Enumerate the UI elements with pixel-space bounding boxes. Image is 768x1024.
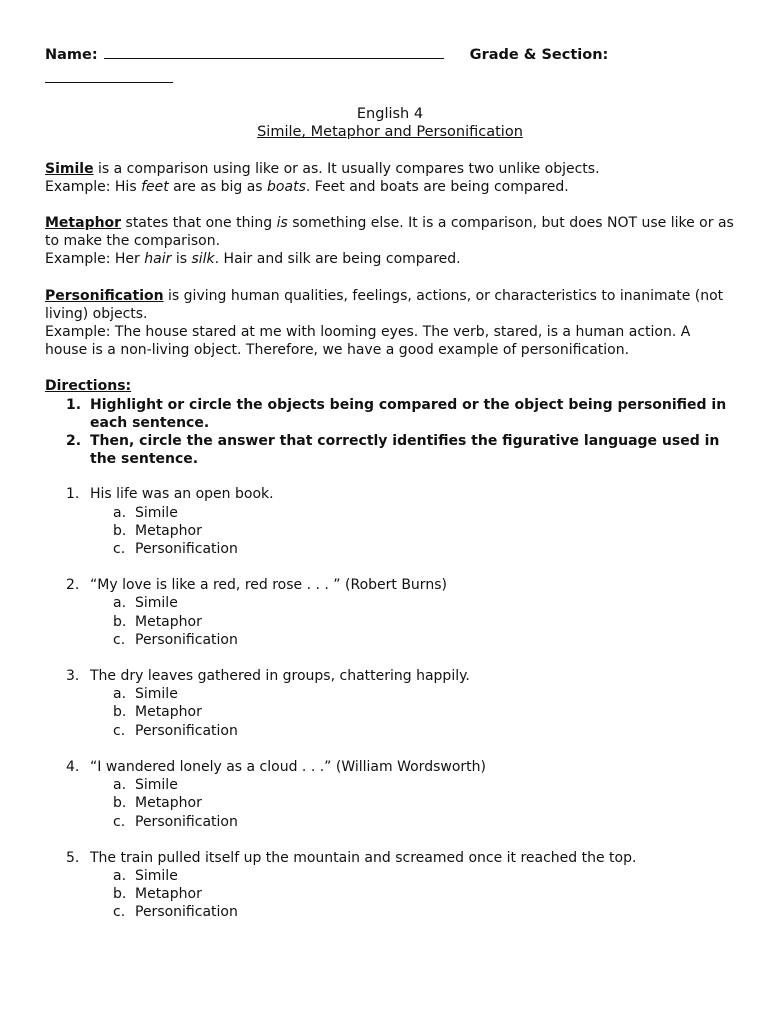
name-label: Name:: [45, 47, 98, 63]
option-b[interactable]: [45, 794, 735, 812]
simile-example-prefix: Example: His: [45, 178, 142, 195]
option-letter: a.: [113, 595, 127, 612]
option-text: Personification: [135, 541, 238, 558]
direction-text: Then, circle the answer that correctly identifies the figurative language used in the sentence.: [90, 433, 720, 468]
worksheet-page: [45, 44, 735, 940]
option-a[interactable]: [45, 504, 735, 522]
option-letter: c.: [113, 541, 126, 558]
question-1: [45, 485, 735, 558]
question-number: 3.: [66, 668, 80, 685]
option-letter: a.: [113, 777, 127, 794]
option-b[interactable]: [45, 522, 735, 540]
question-number: 4.: [66, 758, 80, 775]
option-text: Simile: [135, 504, 178, 521]
option-text: Metaphor: [135, 704, 202, 721]
metaphor-definition: [45, 214, 735, 269]
option-letter: c.: [113, 904, 126, 921]
option-b[interactable]: [45, 613, 735, 631]
direction-item: [45, 432, 735, 468]
question-text: “My love is like a red, red rose . . . ” (Robert Burns): [90, 577, 447, 594]
direction-item: [45, 396, 735, 432]
grade-section-blank-line[interactable]: [45, 66, 173, 83]
option-letter: b.: [113, 704, 127, 721]
option-a[interactable]: [45, 594, 735, 612]
direction-number: 1.: [66, 396, 82, 413]
option-c[interactable]: [45, 722, 735, 740]
metaphor-example-mid: is: [171, 251, 192, 268]
option-letter: c.: [113, 813, 126, 830]
option-a[interactable]: [45, 776, 735, 794]
grade-section-label: Grade & Section:: [469, 47, 609, 63]
option-text: Personification: [135, 904, 238, 921]
option-b[interactable]: [45, 885, 735, 903]
header-row: [45, 44, 735, 64]
personification-definition-text: is giving human qualities, feelings, actions, or characteristics to inanimate (not living) objects.: [45, 287, 724, 322]
option-text: Simile: [135, 777, 178, 794]
option-letter: c.: [113, 631, 126, 648]
metaphor-example-word1: hair: [144, 251, 172, 268]
option-letter: b.: [113, 522, 127, 539]
option-text: Metaphor: [135, 613, 202, 630]
simile-example-suffix: . Feet and boats are being compared.: [305, 178, 569, 195]
simile-definition-text: is a comparison using like or as. It usually compares two unlike objects.: [93, 160, 600, 177]
option-text: Metaphor: [135, 522, 202, 539]
question-2: [45, 576, 735, 649]
name-blank-line[interactable]: [104, 44, 444, 59]
option-c[interactable]: [45, 631, 735, 649]
option-letter: b.: [113, 613, 127, 630]
option-text: Personification: [135, 722, 238, 739]
title-block: [45, 105, 735, 141]
metaphor-def-part2: something else. It is a comparison, but does NOT use like or as to make the comparison.: [45, 215, 734, 250]
worksheet-subtitle: Simile, Metaphor and Personification: [257, 124, 523, 141]
option-letter: a.: [113, 686, 127, 703]
directions-title: Directions:: [45, 378, 132, 395]
option-a[interactable]: [45, 685, 735, 703]
question-text: “I wandered lonely as a cloud . . .” (William Wordsworth): [90, 758, 486, 775]
simile-example-word1: feet: [141, 178, 169, 195]
option-text: Metaphor: [135, 886, 202, 903]
option-letter: a.: [113, 867, 127, 884]
personification-term: Personification: [45, 287, 164, 304]
question-5: [45, 849, 735, 922]
question-number: 5.: [66, 849, 80, 866]
question-text: The dry leaves gathered in groups, chattering happily.: [90, 668, 470, 685]
metaphor-example: [45, 250, 735, 268]
option-letter: a.: [113, 504, 127, 521]
personification-definition: [45, 287, 735, 360]
metaphor-term: Metaphor: [45, 215, 122, 232]
question-4: [45, 758, 735, 831]
question-number: 2.: [66, 577, 80, 594]
simile-term: Simile: [45, 160, 94, 177]
option-text: Simile: [135, 595, 178, 612]
metaphor-example-suffix: . Hair and silk are being compared.: [214, 251, 461, 268]
question-number: 1.: [66, 486, 80, 503]
questions-list: [45, 485, 735, 921]
option-letter: b.: [113, 886, 127, 903]
simile-example-mid: are as big as: [168, 178, 268, 195]
option-c[interactable]: [45, 903, 735, 921]
option-text: Metaphor: [135, 795, 202, 812]
option-letter: c.: [113, 722, 126, 739]
course-title: English 4: [356, 106, 424, 123]
direction-text: Highlight or circle the objects being compared or the object being personified in each sentence.: [90, 396, 727, 431]
directions-list: [45, 396, 735, 469]
option-c[interactable]: [45, 813, 735, 831]
metaphor-example-word2: silk: [191, 251, 215, 268]
option-letter: b.: [113, 795, 127, 812]
question-text: The train pulled itself up the mountain and screamed once it reached the top.: [90, 849, 637, 866]
option-b[interactable]: [45, 703, 735, 721]
option-text: Simile: [135, 867, 178, 884]
direction-number: 2.: [66, 433, 82, 450]
option-a[interactable]: [45, 867, 735, 885]
metaphor-def-italic: is: [276, 215, 288, 232]
personification-example: Example: The house stared at me with looming eyes. The verb, stared, is a human action. A house is a non-living object. Therefore, we have a good example of personification.: [45, 324, 691, 359]
option-text: Simile: [135, 686, 178, 703]
question-text: His life was an open book.: [90, 486, 274, 503]
option-c[interactable]: [45, 540, 735, 558]
simile-definition: [45, 160, 735, 196]
simile-example: [45, 178, 735, 196]
metaphor-def-part1: states that one thing: [121, 215, 277, 232]
option-text: Personification: [135, 631, 238, 648]
metaphor-example-prefix: Example: Her: [45, 251, 145, 268]
simile-example-word2: boats: [267, 178, 306, 195]
option-text: Personification: [135, 813, 238, 830]
question-3: [45, 667, 735, 740]
